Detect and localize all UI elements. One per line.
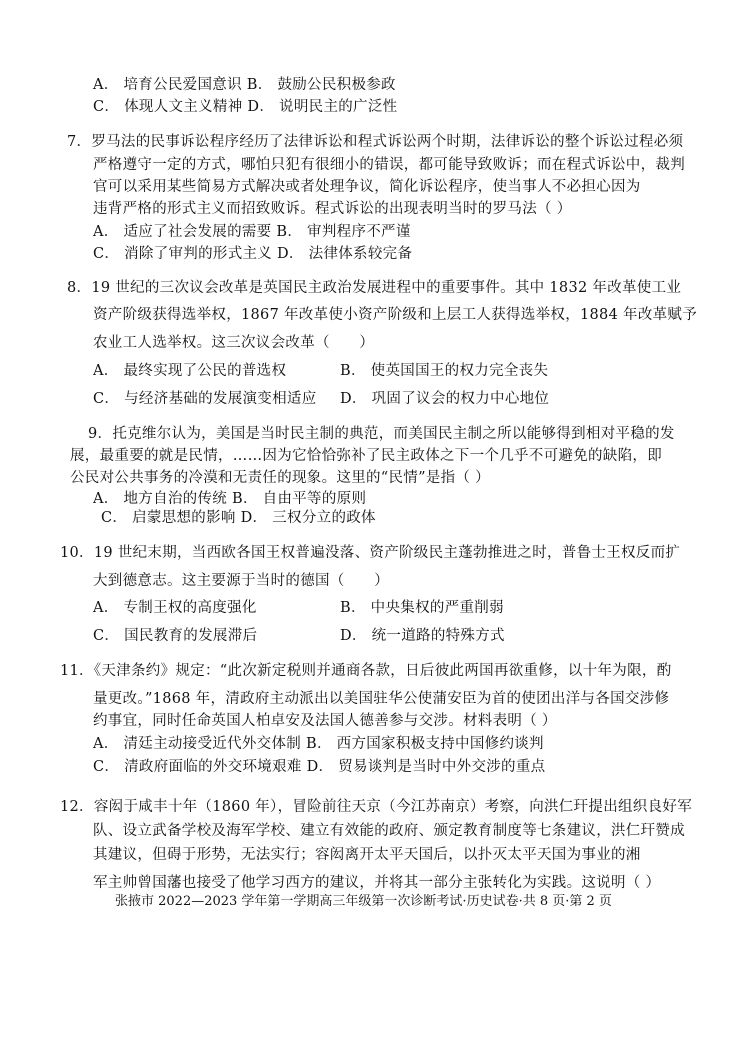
q7-options-row1: A． 适应了社会发展的需要 B． 审判程序不严谨: [93, 224, 411, 240]
q8-stem-line: 资产阶级获得选举权，1867 年改革使小资产阶级和上层工人获得选举权，1884 年改革赋予: [93, 307, 698, 323]
q8-stem-line: 农业工人选举权。这三次议会改革（ ）: [93, 335, 375, 351]
q8-stem-line: 8．19 世纪的三次议会改革是英国民主政治发展进程中的重要事件。其中 1832 年改革使工业: [67, 280, 682, 296]
q9-options-row1: A． 地方自治的传统 B． 自由平等的原则: [93, 491, 367, 507]
q7-stem-line: 7．罗马法的民事诉讼程序经历了法律诉讼和程式诉讼两个时期，法律诉讼的整个诉讼过程必须: [67, 134, 684, 150]
q10-option-c: C． 国民教育的发展滞后: [93, 628, 258, 644]
q7-stem-line: 违背严格的形式主义而招致败诉。程式诉讼的出现表明当时的罗马法（ ）: [93, 201, 572, 217]
q12-stem-line: 其建议，但碍于形势，无法实行；容闳离开太平天国后，以扑灭太平天国为事业的湘: [93, 847, 641, 863]
q6-options-row1: A． 培育公民爱国意识 B． 鼓励公民积极参政: [93, 77, 396, 93]
q6-options-row2: C． 体现人文主义精神 D． 说明民主的广泛性: [93, 99, 398, 115]
page-footer: 张掖市 2022—2023 学年第一学期高三年级第一次诊断考试·历史试卷·共 8 页·第 2 页: [115, 894, 612, 909]
q8-option-d: D． 巩固了议会的权力中心地位: [340, 391, 550, 407]
q7-stem-line: 严格遵守一定的方式，哪怕只犯有很细小的错误，都可能导致败诉；而在程式诉讼中，裁判: [93, 157, 685, 173]
q11-stem-line: 量更改。”1868 年，清政府主动派出以美国驻华公使蒲安臣为首的使团出洋与各国交涉修: [93, 691, 670, 707]
q9-options-row2: C． 启蒙思想的影响 D． 三权分立的政体: [101, 510, 376, 526]
q8-option-c: C． 与经济基础的发展演变相适应: [93, 391, 317, 407]
q11-options-row1: A． 清廷主动接受近代外交体制 B． 西方国家积极支持中国修约谈判: [93, 736, 544, 752]
q10-option-a: A． 专制王权的高度强化: [93, 600, 257, 616]
q10-stem-line: 大到德意志。这主要源于当时的德国（ ）: [93, 573, 389, 589]
q10-stem-line: 10．19 世纪末期，当西欧各国王权普遍没落、资产阶级民主蓬勃推进之时，普鲁士王权反而扩: [60, 545, 681, 561]
q11-stem-line: 约事宜，同时任命英国人柏卓安及法国人德善参与交涉。材料表明（ ）: [93, 713, 557, 729]
q12-stem-line: 12．容闳于咸丰十年（1860 年），冒险前往天京（今江苏南京）考察，向洪仁玕提出组织良好军: [60, 799, 693, 815]
q10-option-b: B． 中央集权的严重削弱: [340, 600, 504, 616]
q12-stem-line: 军主帅曾国藩也接受了他学习西方的建议，并将其一部分主张转化为实践。这说明（ ）: [93, 875, 661, 891]
q7-stem-line: 官可以采用某些简易方式解决或者处理争议，简化诉讼程序，使当事人不必担心因为: [93, 179, 641, 195]
q9-stem-line: 公民对公共事务的冷漠和无责任的现象。这里的“民情”是指（ ）: [70, 470, 490, 486]
q11-stem-line: 11．《天津条约》规定：“此次新定税则并通商各款，日后彼此两国再欲重修，以十年为限，酌: [60, 663, 672, 679]
q8-option-b: B． 使英国国王的权力完全丧失: [340, 363, 549, 379]
q7-options-row2: C． 消除了审判的形式主义 D． 法律体系较完备: [93, 246, 413, 262]
q12-stem-line: 队、设立武备学校及海军学校、建立有效能的政府、颁定教育制度等七条建议，洪仁玕赞成: [93, 823, 685, 839]
q9-stem-line: 展，最重要的就是民情，……因为它恰恰弥补了民主政体之下一个几乎不可避免的缺陷，即: [70, 448, 662, 464]
q10-option-d: D． 统一道路的特殊方式: [340, 628, 505, 644]
q11-options-row2: C． 清政府面临的外交环境艰难 D． 贸易谈判是当时中外交涉的重点: [93, 759, 546, 775]
q9-stem-line: 9．托克维尔认为，美国是当时民主制的典范，而美国民主制之所以能够得到相对平稳的发: [88, 426, 675, 442]
q8-option-a: A． 最终实现了公民的普选权: [93, 363, 287, 379]
